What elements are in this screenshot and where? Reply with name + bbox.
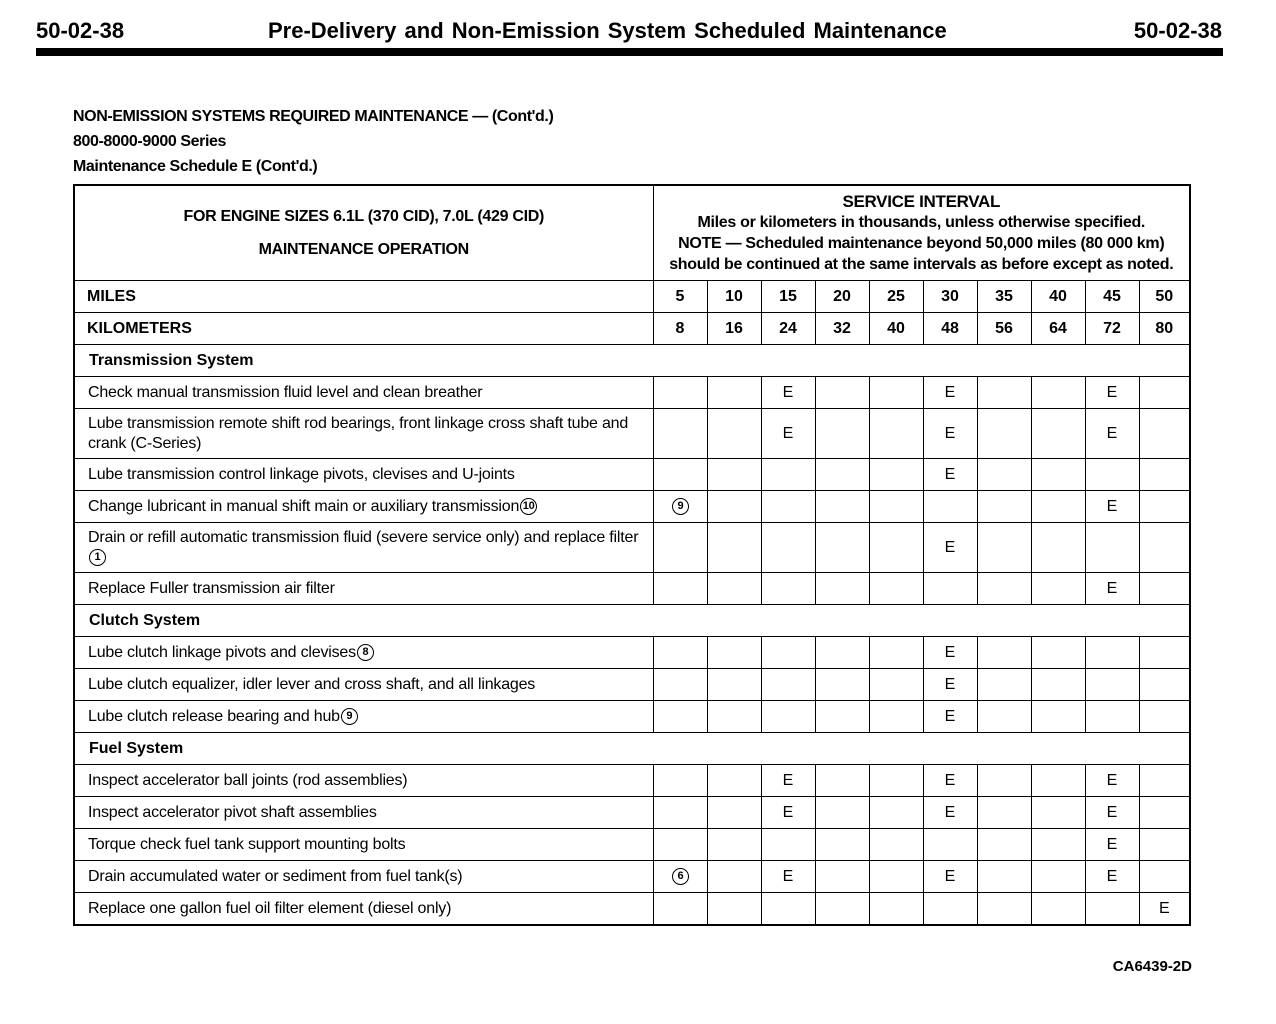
interval-cell bbox=[923, 765, 977, 797]
interval-note-1: Miles or kilometers in thousands, unless otherwise specified. bbox=[697, 214, 1146, 231]
footnote-marker: 6 bbox=[672, 868, 689, 885]
section-heading: NON-EMISSION SYSTEMS REQUIRED MAINTENANCE — (Cont'd.) bbox=[73, 108, 554, 125]
kilometers-value: 40 bbox=[869, 313, 923, 345]
operation-cell bbox=[74, 701, 653, 733]
interval-cell bbox=[1139, 701, 1190, 733]
schedule-mark: E bbox=[944, 538, 956, 556]
operation-text: Torque check fuel tank support mounting bolts bbox=[88, 835, 406, 853]
table-header-row bbox=[74, 185, 1190, 281]
interval-cell bbox=[815, 829, 869, 861]
interval-cell bbox=[761, 765, 815, 797]
table-row bbox=[74, 701, 1190, 733]
schedule-mark: E bbox=[1106, 579, 1118, 597]
kilometers-label: KILOMETERS bbox=[74, 313, 653, 345]
schedule-mark: E bbox=[1158, 899, 1170, 917]
table-row bbox=[74, 409, 1190, 459]
interval-cell bbox=[1085, 893, 1139, 926]
schedule-mark: E bbox=[1106, 867, 1118, 885]
interval-cell bbox=[761, 861, 815, 893]
schedule-mark: E bbox=[782, 803, 794, 821]
operation-cell bbox=[74, 573, 653, 605]
kilometers-value: 8 bbox=[653, 313, 707, 345]
maintenance-operation-label: MAINTENANCE OPERATION bbox=[258, 241, 469, 258]
interval-cell bbox=[761, 701, 815, 733]
interval-cell bbox=[977, 409, 1031, 459]
interval-cell bbox=[761, 637, 815, 669]
interval-cell bbox=[923, 409, 977, 459]
interval-cell bbox=[1031, 669, 1085, 701]
footnote-marker: 10 bbox=[520, 498, 537, 515]
interval-cell bbox=[815, 491, 869, 523]
interval-cell bbox=[1085, 701, 1139, 733]
schedule-mark: E bbox=[782, 424, 794, 442]
schedule-mark: E bbox=[944, 771, 956, 789]
page-number-right: 50-02-38 bbox=[1133, 18, 1222, 43]
interval-cell bbox=[1085, 523, 1139, 573]
footnote-marker: 9 bbox=[341, 708, 358, 725]
footnote-marker: 8 bbox=[357, 644, 374, 661]
interval-cell bbox=[653, 523, 707, 573]
page-number-left: 50-02-38 bbox=[36, 18, 125, 43]
interval-cell bbox=[707, 377, 761, 409]
interval-cell bbox=[653, 377, 707, 409]
engine-sizes-label: FOR ENGINE SIZES 6.1L (370 CID), 7.0L (429 CID) bbox=[183, 208, 545, 225]
group-row bbox=[74, 605, 1190, 637]
interval-cell bbox=[815, 409, 869, 459]
operation-cell bbox=[74, 669, 653, 701]
interval-cell bbox=[977, 459, 1031, 491]
interval-cell bbox=[707, 523, 761, 573]
kilometers-value: 64 bbox=[1031, 313, 1085, 345]
interval-cell bbox=[761, 491, 815, 523]
interval-cell bbox=[869, 637, 923, 669]
interval-cell bbox=[707, 669, 761, 701]
operation-cell bbox=[74, 409, 653, 459]
footnote-marker: 1 bbox=[89, 549, 106, 566]
operation-text: Lube clutch equalizer, idler lever and cross shaft, and all linkages bbox=[88, 675, 536, 693]
interval-cell bbox=[761, 523, 815, 573]
miles-value: 50 bbox=[1139, 281, 1190, 313]
group-row bbox=[74, 733, 1190, 765]
kilometers-row bbox=[74, 313, 1190, 345]
interval-cell bbox=[869, 829, 923, 861]
interval-cell bbox=[815, 701, 869, 733]
schedule-mark: E bbox=[1106, 497, 1118, 515]
interval-cell bbox=[923, 893, 977, 926]
miles-value: 20 bbox=[815, 281, 869, 313]
interval-cell bbox=[923, 573, 977, 605]
interval-cell bbox=[1031, 861, 1085, 893]
interval-cell bbox=[707, 861, 761, 893]
interval-cell bbox=[1139, 377, 1190, 409]
interval-cell bbox=[1139, 523, 1190, 573]
footnote-marker: 9 bbox=[672, 498, 689, 515]
interval-cell bbox=[869, 409, 923, 459]
interval-cell bbox=[815, 893, 869, 926]
table-row bbox=[74, 893, 1190, 926]
interval-cell bbox=[923, 459, 977, 491]
interval-cell bbox=[923, 797, 977, 829]
interval-cell bbox=[707, 701, 761, 733]
schedule-mark: E bbox=[782, 867, 794, 885]
table-row bbox=[74, 573, 1190, 605]
kilometers-value: 16 bbox=[707, 313, 761, 345]
schedule-mark: E bbox=[782, 771, 794, 789]
interval-cell bbox=[707, 459, 761, 491]
interval-cell bbox=[977, 523, 1031, 573]
interval-cell bbox=[707, 491, 761, 523]
interval-cell bbox=[653, 409, 707, 459]
interval-cell bbox=[761, 893, 815, 926]
operation-text: Replace one gallon fuel oil filter element (diesel only) bbox=[88, 899, 452, 917]
interval-cell bbox=[1085, 377, 1139, 409]
operation-text: Lube clutch release bearing and hub bbox=[88, 707, 340, 725]
schedule-mark: E bbox=[944, 643, 956, 661]
interval-cell bbox=[923, 829, 977, 861]
operation-header bbox=[74, 185, 653, 281]
group-title: Fuel System bbox=[74, 733, 1190, 765]
service-interval-label: SERVICE INTERVAL bbox=[842, 192, 1001, 211]
schedule-mark: E bbox=[1106, 771, 1118, 789]
schedule-mark: E bbox=[944, 383, 956, 401]
interval-cell bbox=[977, 829, 1031, 861]
interval-cell bbox=[869, 669, 923, 701]
schedule-mark: E bbox=[1106, 383, 1118, 401]
service-interval-header bbox=[653, 185, 1190, 281]
interval-cell bbox=[869, 523, 923, 573]
kilometers-value: 56 bbox=[977, 313, 1031, 345]
interval-cell bbox=[1031, 573, 1085, 605]
group-row bbox=[74, 345, 1190, 377]
miles-value: 5 bbox=[653, 281, 707, 313]
operation-cell bbox=[74, 765, 653, 797]
interval-cell bbox=[923, 669, 977, 701]
operation-text: Inspect accelerator ball joints (rod assemblies) bbox=[88, 771, 408, 789]
interval-cell bbox=[1139, 491, 1190, 523]
interval-cell bbox=[977, 573, 1031, 605]
maintenance-schedule-table bbox=[73, 184, 1191, 926]
interval-cell bbox=[1031, 893, 1085, 926]
interval-cell bbox=[1085, 861, 1139, 893]
interval-cell bbox=[923, 523, 977, 573]
miles-value: 25 bbox=[869, 281, 923, 313]
interval-cell bbox=[1139, 893, 1190, 926]
interval-cell bbox=[1031, 797, 1085, 829]
schedule-mark: E bbox=[1106, 835, 1118, 853]
kilometers-value: 80 bbox=[1139, 313, 1190, 345]
interval-cell bbox=[1085, 459, 1139, 491]
interval-cell bbox=[1085, 573, 1139, 605]
schedule-mark: E bbox=[1106, 803, 1118, 821]
interval-cell bbox=[815, 765, 869, 797]
schedule-mark: E bbox=[1106, 424, 1118, 442]
interval-cell bbox=[977, 893, 1031, 926]
schedule-mark: E bbox=[944, 867, 956, 885]
interval-cell bbox=[653, 829, 707, 861]
interval-cell bbox=[1031, 459, 1085, 491]
interval-cell bbox=[1085, 797, 1139, 829]
table-row bbox=[74, 765, 1190, 797]
interval-cell bbox=[815, 797, 869, 829]
interval-cell bbox=[977, 491, 1031, 523]
table-row bbox=[74, 669, 1190, 701]
interval-cell bbox=[1139, 765, 1190, 797]
miles-label: MILES bbox=[74, 281, 653, 313]
interval-cell bbox=[707, 797, 761, 829]
interval-note-3: should be continued at the same intervals as before except as noted. bbox=[669, 256, 1174, 273]
miles-value: 10 bbox=[707, 281, 761, 313]
interval-cell bbox=[653, 893, 707, 926]
schedule-heading: Maintenance Schedule E (Cont'd.) bbox=[73, 158, 318, 175]
interval-note-2: NOTE — Scheduled maintenance beyond 50,000 miles (80 000 km) bbox=[678, 235, 1165, 252]
interval-cell bbox=[815, 573, 869, 605]
interval-cell bbox=[707, 893, 761, 926]
miles-value: 30 bbox=[923, 281, 977, 313]
interval-cell bbox=[1031, 523, 1085, 573]
interval-cell bbox=[1085, 637, 1139, 669]
interval-cell bbox=[1139, 637, 1190, 669]
interval-cell bbox=[1139, 829, 1190, 861]
interval-cell bbox=[653, 797, 707, 829]
interval-cell bbox=[1139, 861, 1190, 893]
interval-cell bbox=[653, 765, 707, 797]
miles-value: 35 bbox=[977, 281, 1031, 313]
interval-cell bbox=[761, 409, 815, 459]
miles-value: 15 bbox=[761, 281, 815, 313]
interval-cell bbox=[1085, 765, 1139, 797]
interval-cell bbox=[869, 797, 923, 829]
interval-cell bbox=[761, 573, 815, 605]
interval-cell bbox=[1085, 669, 1139, 701]
interval-cell bbox=[761, 669, 815, 701]
interval-cell bbox=[707, 829, 761, 861]
miles-value: 45 bbox=[1085, 281, 1139, 313]
interval-cell bbox=[761, 459, 815, 491]
group-title: Clutch System bbox=[74, 605, 1190, 637]
interval-cell bbox=[761, 797, 815, 829]
interval-cell bbox=[869, 765, 923, 797]
interval-cell bbox=[1031, 491, 1085, 523]
header-rule bbox=[36, 48, 1223, 56]
operation-cell bbox=[74, 861, 653, 893]
schedule-mark: E bbox=[944, 675, 956, 693]
interval-cell bbox=[1139, 797, 1190, 829]
interval-cell bbox=[869, 459, 923, 491]
interval-cell bbox=[977, 637, 1031, 669]
interval-cell bbox=[653, 637, 707, 669]
interval-cell bbox=[707, 765, 761, 797]
interval-cell bbox=[1139, 409, 1190, 459]
interval-cell bbox=[815, 637, 869, 669]
table-row bbox=[74, 829, 1190, 861]
miles-row bbox=[74, 281, 1190, 313]
interval-cell bbox=[707, 409, 761, 459]
interval-cell bbox=[923, 491, 977, 523]
interval-cell bbox=[761, 829, 815, 861]
interval-cell bbox=[653, 491, 707, 523]
interval-cell bbox=[1085, 491, 1139, 523]
operation-text: Check manual transmission fluid level and clean breather bbox=[88, 383, 483, 401]
operation-cell bbox=[74, 637, 653, 669]
schedule-mark: E bbox=[944, 707, 956, 725]
interval-cell bbox=[977, 669, 1031, 701]
interval-cell bbox=[977, 765, 1031, 797]
interval-cell bbox=[815, 861, 869, 893]
interval-cell bbox=[923, 701, 977, 733]
interval-cell bbox=[653, 573, 707, 605]
interval-cell bbox=[653, 861, 707, 893]
operation-cell bbox=[74, 523, 653, 573]
group-title: Transmission System bbox=[74, 345, 1190, 377]
kilometers-value: 24 bbox=[761, 313, 815, 345]
kilometers-value: 32 bbox=[815, 313, 869, 345]
operation-text: Lube clutch linkage pivots and clevises bbox=[88, 643, 356, 661]
interval-cell bbox=[815, 523, 869, 573]
operation-text: Drain accumulated water or sediment from fuel tank(s) bbox=[88, 867, 463, 885]
schedule-mark: E bbox=[782, 383, 794, 401]
interval-cell bbox=[1085, 829, 1139, 861]
interval-cell bbox=[977, 861, 1031, 893]
interval-cell bbox=[815, 459, 869, 491]
table-row bbox=[74, 491, 1190, 523]
operation-cell bbox=[74, 459, 653, 491]
operation-text: Lube transmission remote shift rod bearings, front linkage cross shaft tube and crank (C-Series) bbox=[88, 414, 629, 452]
series-heading: 800-8000-9000 Series bbox=[73, 133, 227, 150]
interval-cell bbox=[1031, 701, 1085, 733]
interval-cell bbox=[1085, 409, 1139, 459]
interval-cell bbox=[869, 861, 923, 893]
interval-cell bbox=[1139, 459, 1190, 491]
operation-text: Drain or refill automatic transmission fluid (severe service only) and replace filter bbox=[88, 528, 639, 546]
page-title: Pre-Delivery and Non-Emission System Scheduled Maintenance bbox=[268, 18, 947, 43]
interval-cell bbox=[869, 491, 923, 523]
table-row bbox=[74, 861, 1190, 893]
schedule-mark: E bbox=[944, 424, 956, 442]
interval-cell bbox=[869, 573, 923, 605]
operation-cell bbox=[74, 377, 653, 409]
interval-cell bbox=[977, 377, 1031, 409]
interval-cell bbox=[815, 669, 869, 701]
kilometers-value: 72 bbox=[1085, 313, 1139, 345]
operation-cell bbox=[74, 829, 653, 861]
interval-cell bbox=[977, 701, 1031, 733]
table-row bbox=[74, 377, 1190, 409]
interval-cell bbox=[815, 377, 869, 409]
interval-cell bbox=[653, 459, 707, 491]
miles-value: 40 bbox=[1031, 281, 1085, 313]
interval-cell bbox=[923, 637, 977, 669]
interval-cell bbox=[653, 669, 707, 701]
figure-code: CA6439-2D bbox=[1112, 958, 1192, 975]
interval-cell bbox=[1031, 377, 1085, 409]
interval-cell bbox=[761, 377, 815, 409]
schedule-mark: E bbox=[944, 803, 956, 821]
operation-cell bbox=[74, 893, 653, 926]
operation-cell bbox=[74, 797, 653, 829]
interval-cell bbox=[869, 377, 923, 409]
interval-cell bbox=[869, 893, 923, 926]
kilometers-value: 48 bbox=[923, 313, 977, 345]
interval-cell bbox=[653, 701, 707, 733]
interval-cell bbox=[1139, 573, 1190, 605]
interval-cell bbox=[923, 377, 977, 409]
interval-cell bbox=[707, 637, 761, 669]
operation-text: Change lubricant in manual shift main or auxiliary transmission bbox=[88, 497, 520, 515]
table-row bbox=[74, 523, 1190, 573]
interval-cell bbox=[1031, 829, 1085, 861]
table-row bbox=[74, 637, 1190, 669]
operation-text: Lube transmission control linkage pivots, clevises and U-joints bbox=[88, 465, 515, 483]
table-row bbox=[74, 797, 1190, 829]
interval-cell bbox=[707, 573, 761, 605]
operation-text: Inspect accelerator pivot shaft assemblies bbox=[88, 803, 377, 821]
interval-cell bbox=[869, 701, 923, 733]
table-row bbox=[74, 459, 1190, 491]
operation-cell bbox=[74, 491, 653, 523]
interval-cell bbox=[1031, 409, 1085, 459]
interval-cell bbox=[1139, 669, 1190, 701]
interval-cell bbox=[1031, 637, 1085, 669]
interval-cell bbox=[923, 861, 977, 893]
interval-cell bbox=[1031, 765, 1085, 797]
interval-cell bbox=[977, 797, 1031, 829]
operation-text: Replace Fuller transmission air filter bbox=[88, 579, 335, 597]
schedule-mark: E bbox=[944, 465, 956, 483]
